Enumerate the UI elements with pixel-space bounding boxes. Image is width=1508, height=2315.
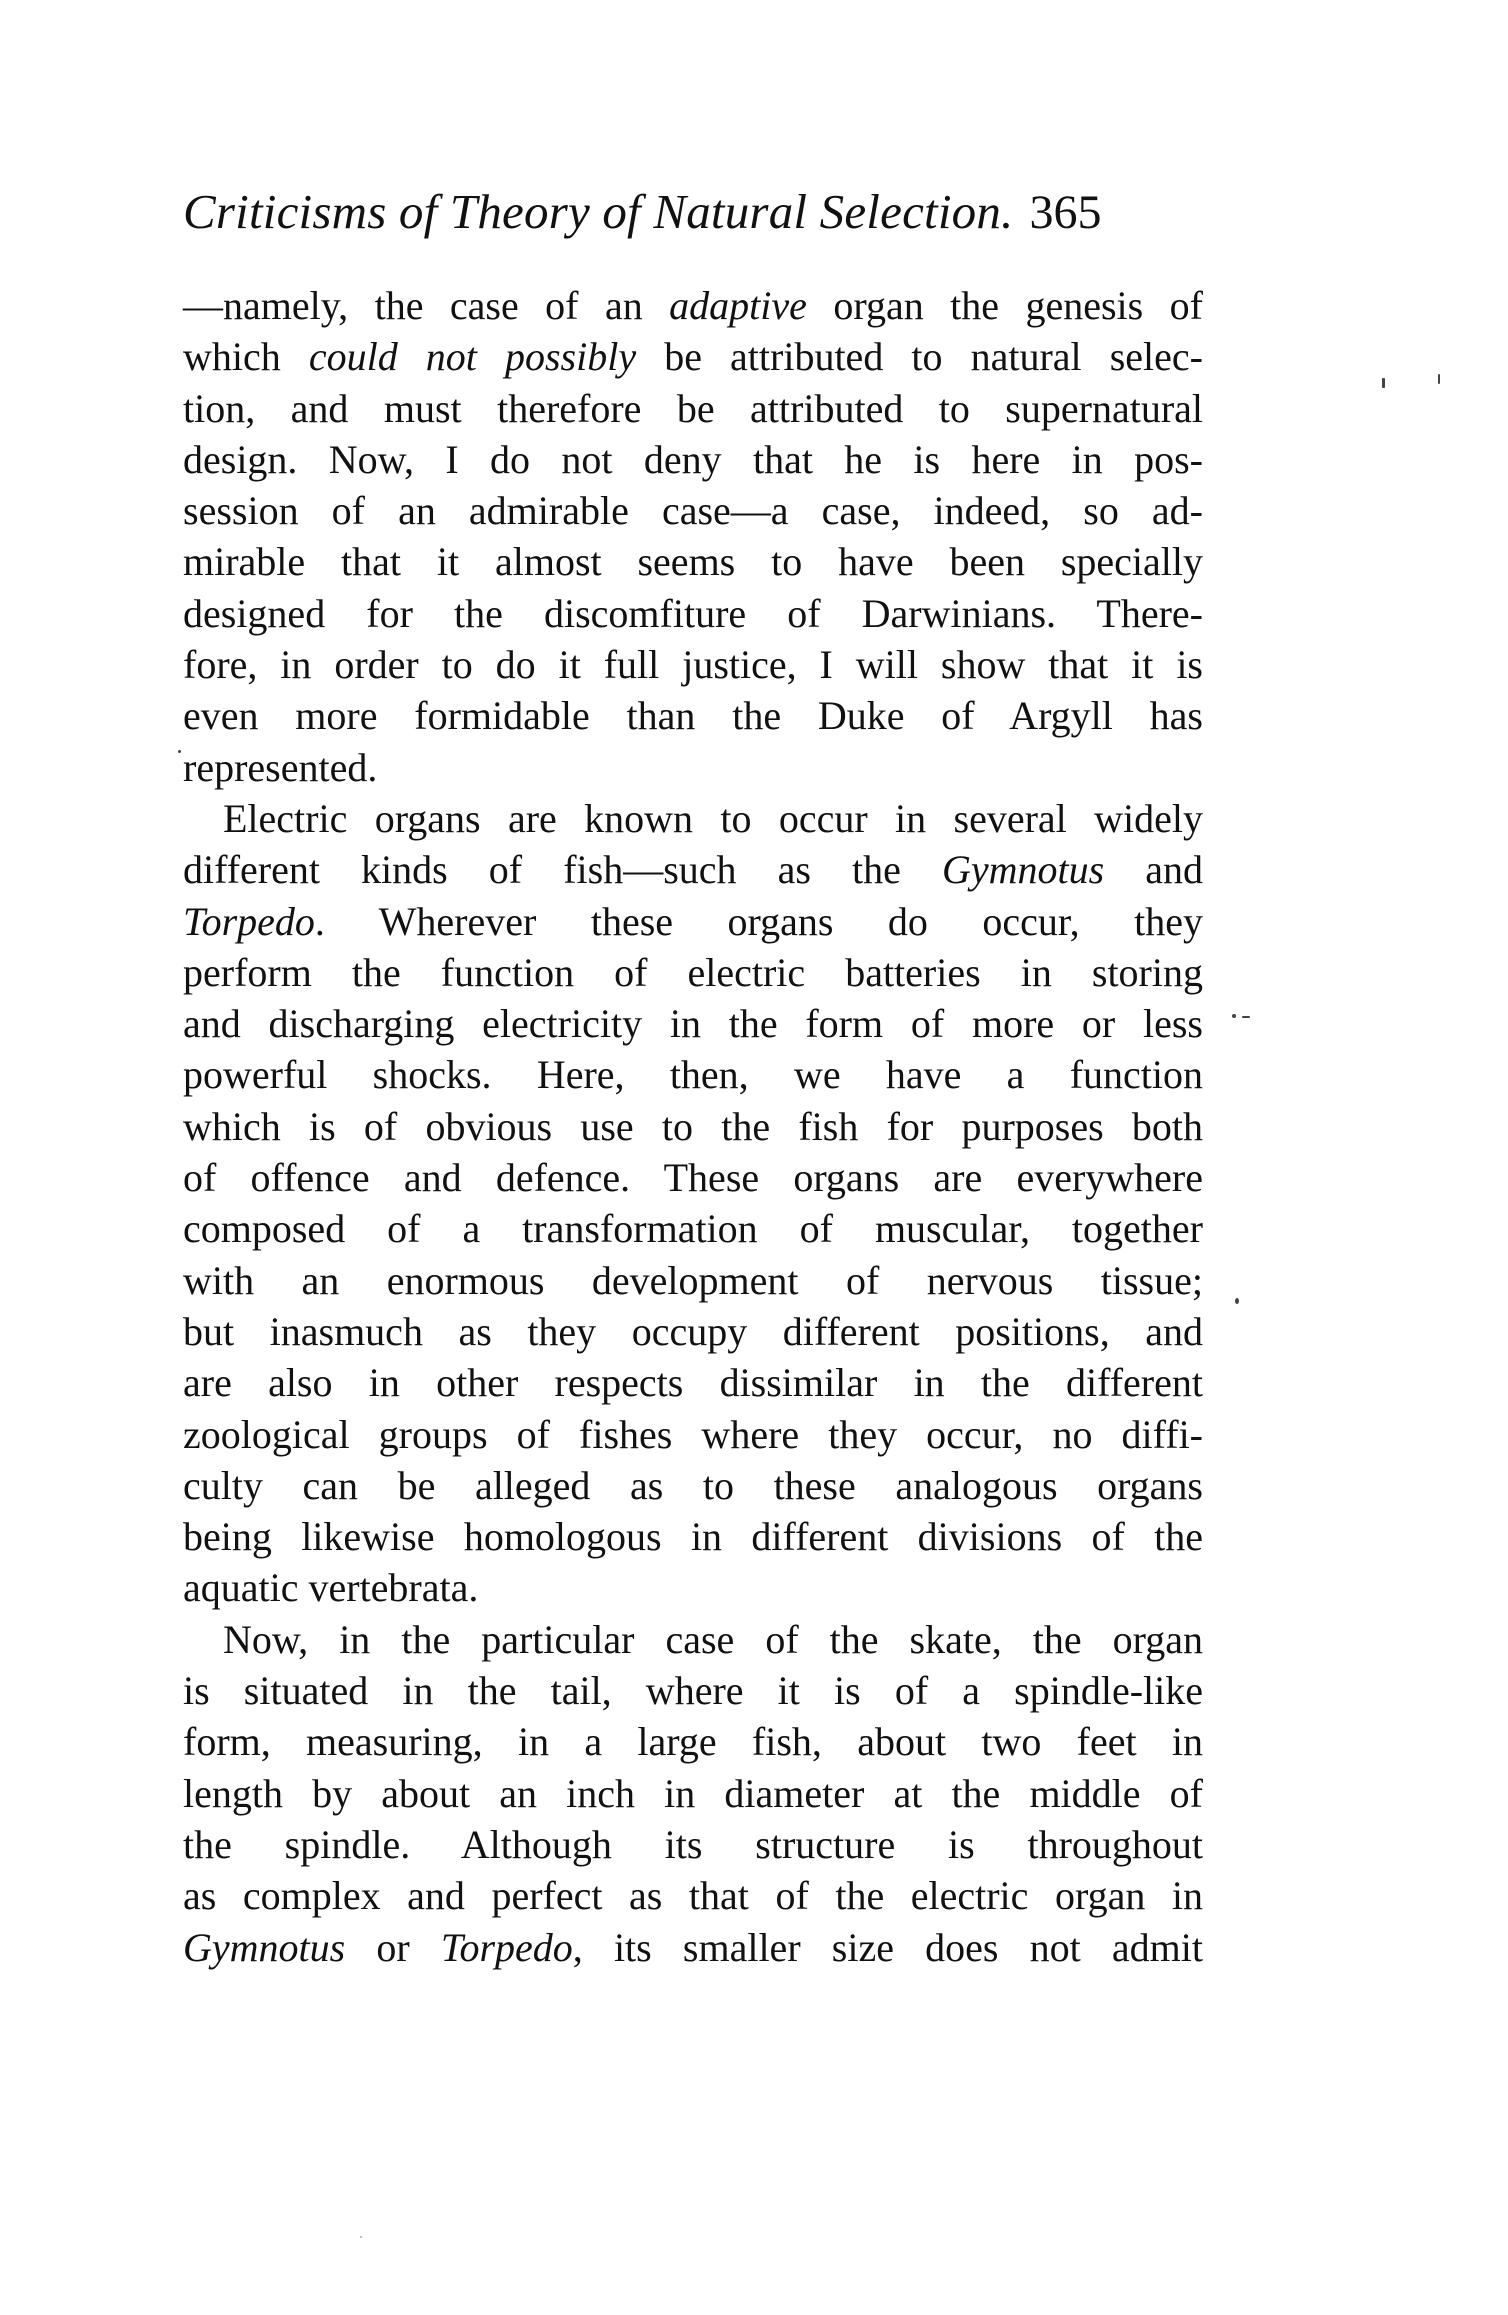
text-line	[183, 1203, 1203, 1254]
text-run: which	[183, 334, 309, 380]
text-run: of offence and defence. These organs are everywhere	[183, 1155, 1203, 1201]
text-line-content	[183, 1206, 1203, 1251]
text-run: tion, and must therefore be attributed to supernatural	[183, 385, 1203, 431]
text-run: Now, in the particular case of the skate, the organ	[223, 1616, 1203, 1662]
running-title: Criticisms of Theory of Natural Selection.	[183, 184, 1014, 239]
text-run: but inasmuch as they occupy different positions, and	[183, 1308, 1203, 1354]
text-run: mirable that it almost seems to have been specially	[183, 539, 1203, 585]
italic-text: Gymnotus	[941, 847, 1105, 893]
text-line	[183, 1460, 1203, 1511]
text-line-content	[183, 899, 1203, 944]
text-run: aquatic vertebrata.	[183, 1565, 479, 1611]
text-run: length by about an inch in diameter at the middle of	[183, 1770, 1203, 1816]
text-run: form, measuring, in a large fish, about two feet in	[183, 1719, 1203, 1765]
italic-text: Torpedo	[440, 1924, 573, 1970]
text-line	[183, 536, 1203, 587]
text-run: and discharging electricity in the form of more or less	[183, 1001, 1203, 1047]
scan-speck	[178, 750, 181, 753]
italic-text: adaptive	[669, 283, 807, 328]
text-run: —namely, the case of an	[183, 283, 670, 328]
text-run: even more formidable than the Duke of Argyll has	[183, 693, 1203, 739]
text-run: is situated in the tail, where it is of a spindle-like	[183, 1668, 1203, 1714]
text-run: with an enormous development of nervous tissue;	[183, 1257, 1203, 1303]
text-line	[183, 947, 1203, 998]
text-run: or	[345, 1924, 441, 1970]
scan-speck	[1242, 1016, 1250, 1018]
text-line	[183, 793, 1203, 844]
text-line	[183, 1255, 1203, 1306]
text-run: which is of obvious use to the fish for purposes both	[183, 1103, 1203, 1149]
text-line-content	[183, 1155, 1203, 1200]
text-line	[183, 383, 1203, 434]
text-line-content	[183, 1668, 1203, 1713]
text-run: Electric organs are known to occur in several widely	[223, 795, 1203, 841]
text-line-content	[183, 1771, 1203, 1816]
text-run: session of an admirable case—a case, indeed, so ad-	[183, 488, 1203, 534]
text-run: design. Now, I do not deny that he is here in pos-	[183, 436, 1203, 482]
italic-text: Gymnotus	[183, 1924, 346, 1970]
text-line-content	[183, 283, 1203, 328]
text-run: as complex and perfect as that of the electric organ in	[183, 1873, 1203, 1919]
text-line	[183, 331, 1203, 382]
text-line-content	[183, 1360, 1203, 1405]
text-run: being likewise homologous in different divisions of the	[183, 1514, 1203, 1560]
text-line-content	[183, 693, 1203, 738]
text-run: designed for the discomfiture of Darwinians. There-	[183, 590, 1203, 636]
text-line	[183, 1665, 1203, 1716]
italic-text: could not possibly	[308, 334, 637, 380]
text-line-content	[183, 1258, 1203, 1303]
text-line	[183, 690, 1203, 741]
text-run: organ the genesis of	[806, 283, 1204, 328]
text-line-content	[183, 1719, 1203, 1764]
text-line	[183, 896, 1203, 947]
text-run: , its smaller size does not admit	[572, 1924, 1203, 1970]
scan-speck	[1382, 378, 1385, 388]
text-line	[183, 1614, 1203, 1665]
text-line	[183, 1306, 1203, 1357]
body-text	[183, 280, 1203, 1973]
text-line-content	[183, 642, 1203, 687]
text-run: the spindle. Although its structure is throughout	[183, 1821, 1203, 1867]
text-line	[183, 485, 1203, 536]
text-line	[183, 1716, 1203, 1767]
text-line	[183, 844, 1203, 895]
text-line-content	[183, 1001, 1203, 1046]
text-line	[183, 1819, 1203, 1870]
text-run: different kinds of fish—such as the	[183, 847, 942, 893]
text-run: are also in other respects dissimilar in the different	[183, 1360, 1203, 1406]
text-line	[183, 1768, 1203, 1819]
text-line-content	[183, 1925, 1203, 1970]
running-header	[183, 182, 1218, 242]
italic-text: Torpedo	[183, 898, 315, 944]
text-run: fore, in order to do it full justice, I will show that it is	[183, 642, 1203, 688]
text-line-content	[183, 1565, 478, 1610]
text-line-content	[183, 437, 1203, 482]
text-line	[183, 1152, 1203, 1203]
text-line	[183, 280, 1203, 331]
text-line	[183, 1409, 1203, 1460]
text-line-content	[183, 386, 1203, 431]
text-line-content	[183, 1052, 1203, 1097]
text-line-content	[183, 1309, 1203, 1354]
text-line-content	[183, 334, 1203, 379]
text-run: culty can be alleged as to these analogous organs	[183, 1462, 1203, 1508]
scan-speck	[1438, 374, 1440, 384]
text-line	[183, 1101, 1203, 1152]
text-line-content	[183, 745, 377, 790]
text-line-content	[223, 796, 1203, 841]
scan-speck	[1232, 1014, 1236, 1018]
text-run: represented.	[183, 744, 378, 790]
text-line-content	[183, 1514, 1203, 1559]
text-run: powerful shocks. Here, then, we have a function	[183, 1052, 1203, 1098]
text-line-content	[183, 1104, 1203, 1149]
page-number: 365	[1029, 186, 1102, 239]
text-line	[183, 588, 1203, 639]
text-line	[183, 1511, 1203, 1562]
scan-speck	[1235, 1298, 1239, 1304]
text-run: composed of a transformation of muscular, together	[183, 1206, 1203, 1252]
text-run: perform the function of electric batteries in storing	[183, 949, 1203, 995]
text-run: . Wherever these organs do occur, they	[314, 898, 1203, 944]
text-run: and	[1104, 847, 1203, 893]
text-line-content	[183, 1463, 1203, 1508]
text-line	[183, 1357, 1203, 1408]
text-line-content	[183, 1873, 1203, 1918]
text-line-content	[183, 539, 1203, 584]
text-line-content	[183, 591, 1203, 636]
text-run: be attributed to natural selec-	[636, 334, 1203, 380]
text-line-content	[223, 1617, 1203, 1662]
text-line	[183, 1870, 1203, 1921]
text-run: zoological groups of fishes where they occur, no diffi-	[183, 1411, 1203, 1457]
text-line-content	[183, 488, 1203, 533]
text-line	[183, 1922, 1203, 1973]
text-line-content	[183, 1822, 1203, 1867]
text-line	[183, 1049, 1203, 1100]
text-line	[183, 1562, 1203, 1613]
text-line	[183, 998, 1203, 1049]
text-line-content	[183, 950, 1203, 995]
text-line-content	[183, 847, 1203, 892]
text-line	[183, 639, 1203, 690]
text-line	[183, 434, 1203, 485]
text-line	[183, 742, 1203, 793]
text-line-content	[183, 1412, 1203, 1457]
scan-speck	[360, 2236, 362, 2238]
